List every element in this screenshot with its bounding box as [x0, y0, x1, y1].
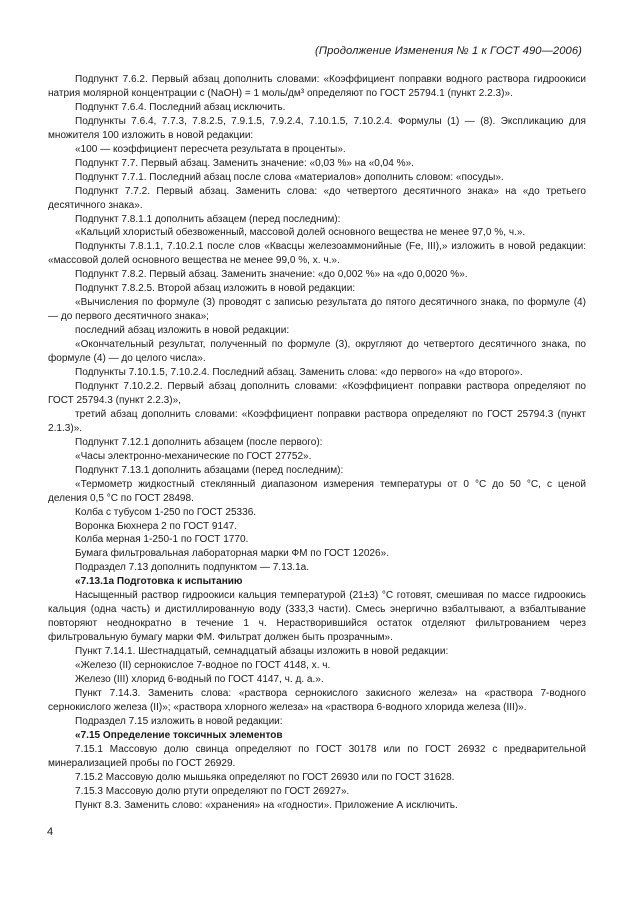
running-header: (Продолжение Изменения № 1 к ГОСТ 490—2006) [315, 45, 582, 57]
paragraph: «Часы электронно-механические по ГОСТ 27752». [75, 450, 312, 462]
paragraph: Подпункт 7.10.2.2. Первый абзац дополнить словами: «Коэффициент поправки раствора определяют по ГОСТ 25794.3 (пункт 2.2.3)», [48, 380, 586, 406]
paragraph: Подпункт 7.6.2. Первый абзац дополнить словами: «Коэффициент поправки водного раствора гидроокиси натрия молярной концентрации c (NaOH) = 1 моль/дм³ определяют по ГОСТ 25794.1 (пункт 2.2.3)». [48, 74, 586, 99]
section-heading: «7.15 Определение токсичных элементов [75, 729, 283, 741]
paragraph: Подпункты 7.8.1.1, 7.10.2.1 после слов «Квасцы железоаммонийные (Fe, III),» изложить в новой редакции: «массовой долей основного вещества не менее 99,0 %, х. ч.». [48, 241, 586, 267]
paragraph: «100 — коэффициент пересчета результата в проценты». [75, 143, 346, 155]
paragraph: Пункт 8.3. Заменить слово: «хранения» на «годности». Приложение А исключить. [75, 799, 458, 811]
paragraph: Воронка Бюхнера 2 по ГОСТ 9147. [75, 520, 238, 532]
page-number: 4 [47, 826, 54, 838]
paragraph: Железо (III) хлорид 6-водный по ГОСТ 4147, ч. д. а.». [75, 673, 324, 685]
paragraph: Подраздел 7.13 дополнить подпунктом — 7.13.1а. [75, 562, 310, 574]
paragraph: «Вычисления по формуле (3) проводят с записью результата до пятого десятичного знака, по формуле (4) — до первого десятичного знака»; [48, 297, 586, 323]
paragraph: «Окончательный результат, полученный по формуле (3), округляют до четвертого десятичного знака, по формуле (4) — до целого числа». [48, 339, 586, 365]
paragraph: Бумага фильтровальная лабораторная марки ФМ по ГОСТ 12026». [75, 548, 389, 560]
paragraph: «Железо (II) сернокислое 7-водное по ГОСТ 4148, х. ч. [75, 660, 331, 672]
paragraph: 7.15.3 Массовую долю ртути определяют по ГОСТ 26927». [75, 785, 350, 797]
paragraph: Подпункты 7.6.4, 7.7.3, 7.8.2.5, 7.9.1.5, 7.9.2.4, 7.10.1.5, 7.10.2.4. Формулы (1) — (8). Экспликацию для множителя 100 изложить в новой редакции: [48, 115, 586, 141]
section-heading: «7.13.1а Подготовка к испытанию [75, 576, 243, 588]
paragraph: Пункт 7.14.3. Заменить слова: «раствора сернокислого закисного железа» на «раствора 7-водного сернокислого железа (II)»; «раствора хлорного железа» на «раствора 6-водного хлорида железа (III)». [48, 687, 586, 713]
paragraph: Подраздел 7.15 изложить в новой редакции: [75, 715, 283, 727]
paragraph: Насыщенный раствор гидроокиси кальция температурой (21±3) °С готовят, смешивая по массе гидроокись кальция (одна часть) и дистиллированную воду (333,3 части). Смесь энергично взбалтывают, а взбалтывание повторяют неоднократно в течение 1 ч. Нерастворившийся остаток отделяют фильтрованием через фильтровальную бумагу марки ФМ. Фильтрат должен быть прозрачным». [48, 590, 586, 644]
paragraph: Подпункт 7.7.1. Последний абзац после слова «материалов» дополнить словом: «посуды». [75, 171, 504, 183]
document-body [48, 73, 586, 813]
paragraph: «Термометр жидкостный стеклянный диапазоном измерения температуры от 0 °С до 50 °С, с ценой деления 0,5 °С по ГОСТ 28498. [48, 478, 586, 504]
paragraph: Подпункты 7.10.1.5, 7.10.2.4. Последний абзац. Заменить слова: «до первого» на «до второго». [75, 367, 523, 379]
paragraph: Подпункт 7.7.2. Первый абзац. Заменить слова: «до четвертого десятичного знака» на «до третьего десятичного знака». [48, 185, 586, 211]
paragraph: Подпункт 7.7. Первый абзац. Заменить значение: «0,03 %» на «0,04 %». [75, 157, 414, 169]
paragraph: Подпункт 7.8.2.5. Второй абзац изложить в новой редакции: [75, 283, 356, 295]
paragraph: Колба мерная 1-250-1 по ГОСТ 1770. [75, 534, 249, 546]
paragraph: «Кальций хлористый обезвоженный, массовой долей основного вещества не менее 97,0 %, ч.». [75, 227, 526, 239]
paragraph: Колба с тубусом 1-250 по ГОСТ 25336. [75, 506, 257, 518]
paragraph: Пункт 7.14.1. Шестнадцатый, семнадцатый абзацы изложить в новой редакции: [75, 646, 449, 658]
paragraph: Подпункт 7.13.1 дополнить абзацами (перед последним): [75, 464, 344, 476]
paragraph: 7.15.1 Массовую долю свинца определяют по ГОСТ 30178 или по ГОСТ 26932 с предварительной минерализацией пробы по ГОСТ 26929. [48, 743, 586, 769]
paragraph: последний абзац изложить в новой редакции: [75, 325, 290, 337]
paragraph: Подпункт 7.8.2. Первый абзац. Заменить значение: «до 0,002 %» на «до 0,0020 %». [75, 269, 468, 281]
paragraph: 7.15.2 Массовую долю мышьяка определяют по ГОСТ 26930 или по ГОСТ 31628. [75, 771, 455, 783]
paragraph: третий абзац дополнить словами: «Коэффициент поправки раствора определяют по ГОСТ 25794.3 (пункт 2.1.3)». [48, 408, 586, 434]
paragraph: Подпункт 7.8.1.1 дополнить абзацем (перед последним): [75, 213, 341, 225]
paragraph: Подпункт 7.6.4. Последний абзац исключить. [75, 101, 286, 113]
paragraph: Подпункт 7.12.1 дополнить абзацем (после первого): [75, 436, 323, 448]
